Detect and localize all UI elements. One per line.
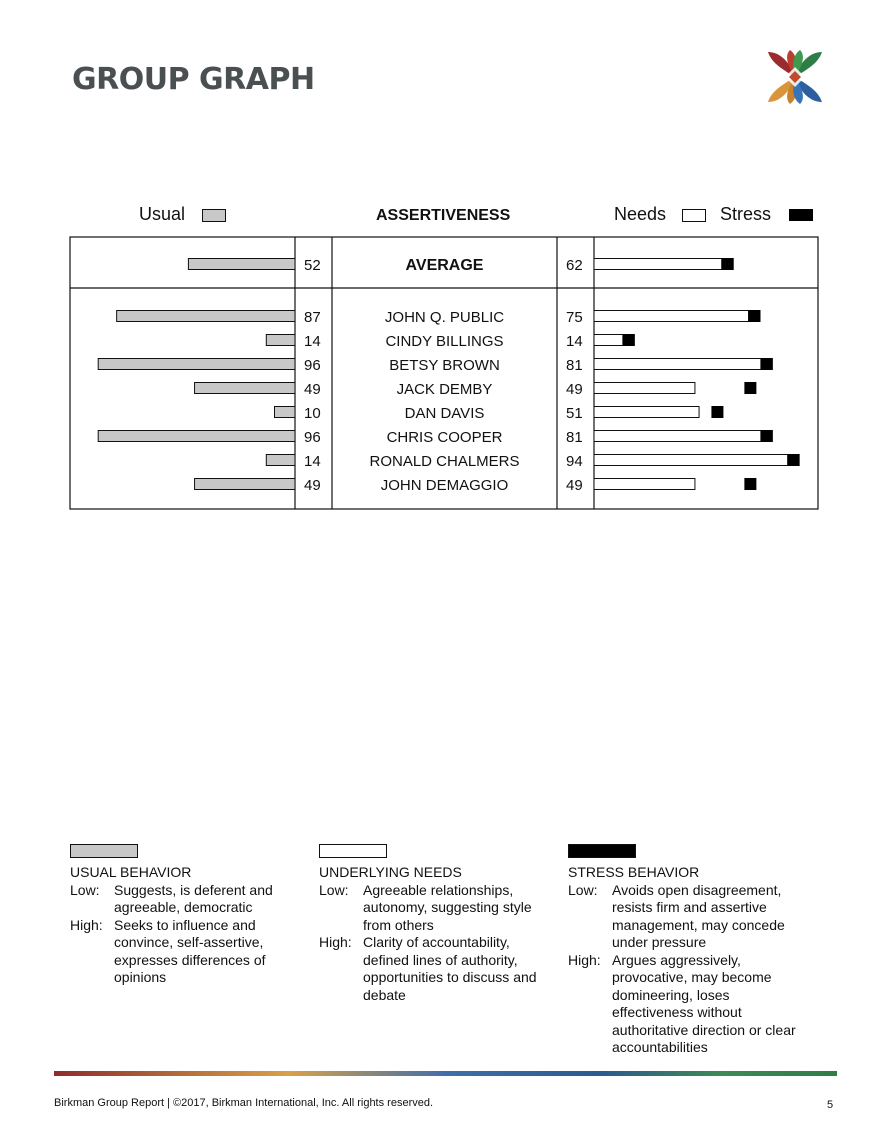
usual-bar <box>266 455 295 466</box>
needs-value-label: 75 <box>566 309 583 326</box>
needs-bar <box>594 335 623 346</box>
stress-marker <box>761 430 773 442</box>
stress-marker <box>744 382 756 394</box>
needs-value-label: 62 <box>566 257 583 274</box>
low-label: Low: <box>568 881 598 898</box>
usual-legend-label: Usual <box>139 204 186 224</box>
needs-value-label: 81 <box>566 429 583 446</box>
stress-marker <box>788 454 800 466</box>
person-name: JACK DEMBY <box>396 381 493 398</box>
legend-heading: STRESS BEHAVIOR <box>568 864 700 880</box>
low-description: Avoids open disagreement, resists firm and assertive management, may concede under pressure <box>612 881 785 950</box>
average-label: AVERAGE <box>405 257 484 274</box>
usual-bar <box>98 359 295 370</box>
footer-color-bar <box>54 1071 837 1076</box>
footer-copyright: Birkman Group Report | ©2017, Birkman International, Inc. All rights reserved. <box>54 1097 434 1109</box>
usual-bar <box>195 479 295 490</box>
person-name: JOHN DEMAGGIO <box>380 477 509 494</box>
usual-bar <box>275 407 296 418</box>
legend-heading: UNDERLYING NEEDS <box>319 864 462 880</box>
stress-marker <box>711 406 723 418</box>
usual-value-label: 52 <box>304 257 321 274</box>
needs-bar <box>594 479 695 490</box>
usual-value-label: 49 <box>304 381 321 398</box>
usual-bar <box>98 431 295 442</box>
high-label: High: <box>568 951 601 968</box>
usual-bar <box>195 383 295 394</box>
legend-needs <box>319 844 559 1004</box>
needs-bar <box>594 431 761 442</box>
high-label: High: <box>70 916 103 933</box>
person-name: CHRIS COOPER <box>386 429 503 446</box>
legend-heading: USUAL BEHAVIOR <box>70 864 192 880</box>
low-description: Agreeable relationships, autonomy, suggesting style from others <box>363 881 532 933</box>
stress-marker <box>749 310 761 322</box>
needs-bar <box>594 311 749 322</box>
needs-value-label: 94 <box>566 453 583 470</box>
page-number: 5 <box>827 1099 834 1111</box>
needs-value-label: 14 <box>566 333 583 350</box>
stress-marker <box>761 358 773 370</box>
usual-value-label: 96 <box>304 357 321 374</box>
usual-value-label: 14 <box>304 453 321 470</box>
needs-bar <box>594 455 788 466</box>
needs-value-label: 49 <box>566 381 583 398</box>
usual-value-label: 96 <box>304 429 321 446</box>
stress-swatch <box>568 844 636 858</box>
stress-marker <box>744 478 756 490</box>
needs-bar <box>594 407 699 418</box>
low-label: Low: <box>319 881 349 898</box>
usual-swatch <box>70 844 138 858</box>
person-name: BETSY BROWN <box>389 357 500 374</box>
person-name: CINDY BILLINGS <box>385 333 504 350</box>
stress-marker <box>623 334 635 346</box>
low-label: Low: <box>70 881 100 898</box>
needs-legend-label: Needs <box>614 204 667 224</box>
usual-value-label: 49 <box>304 477 321 494</box>
legend-stress <box>568 844 808 1057</box>
legend-usual <box>70 844 310 987</box>
person-name: JOHN Q. PUBLIC <box>384 309 505 326</box>
usual-value-label: 87 <box>304 309 321 326</box>
needs-bar <box>594 383 695 394</box>
page-title: GROUP GRAPH <box>72 62 315 97</box>
high-description: Clarity of accountability, defined lines of authority, opportunities to discuss and debate <box>363 934 537 1003</box>
usual-value-label: 10 <box>304 405 321 422</box>
high-label: High: <box>319 934 352 950</box>
needs-swatch <box>319 844 387 858</box>
usual-bar <box>266 335 295 346</box>
stress-legend-label: Stress <box>720 204 772 224</box>
needs-value-label: 49 <box>566 477 583 494</box>
high-description: Seeks to influence and convince, self-assertive, expresses differences of opinions <box>114 916 266 985</box>
needs-bar <box>594 259 722 270</box>
high-description: Argues aggressively, provocative, may become domineering, loses effectiveness without authoritative direction or clear accountabilities <box>612 951 796 1055</box>
section-title: ASSERTIVENESS <box>376 207 511 224</box>
usual-value-label: 14 <box>304 333 321 350</box>
usual-bar <box>188 259 295 270</box>
stress-marker <box>722 258 734 270</box>
usual-bar <box>117 311 295 322</box>
needs-value-label: 51 <box>566 405 583 422</box>
person-name: DAN DAVIS <box>404 405 485 422</box>
needs-bar <box>594 359 761 370</box>
person-name: RONALD CHALMERS <box>369 453 520 470</box>
low-description: Suggests, is deferent and agreeable, democratic <box>114 881 273 915</box>
needs-value-label: 81 <box>566 357 583 374</box>
